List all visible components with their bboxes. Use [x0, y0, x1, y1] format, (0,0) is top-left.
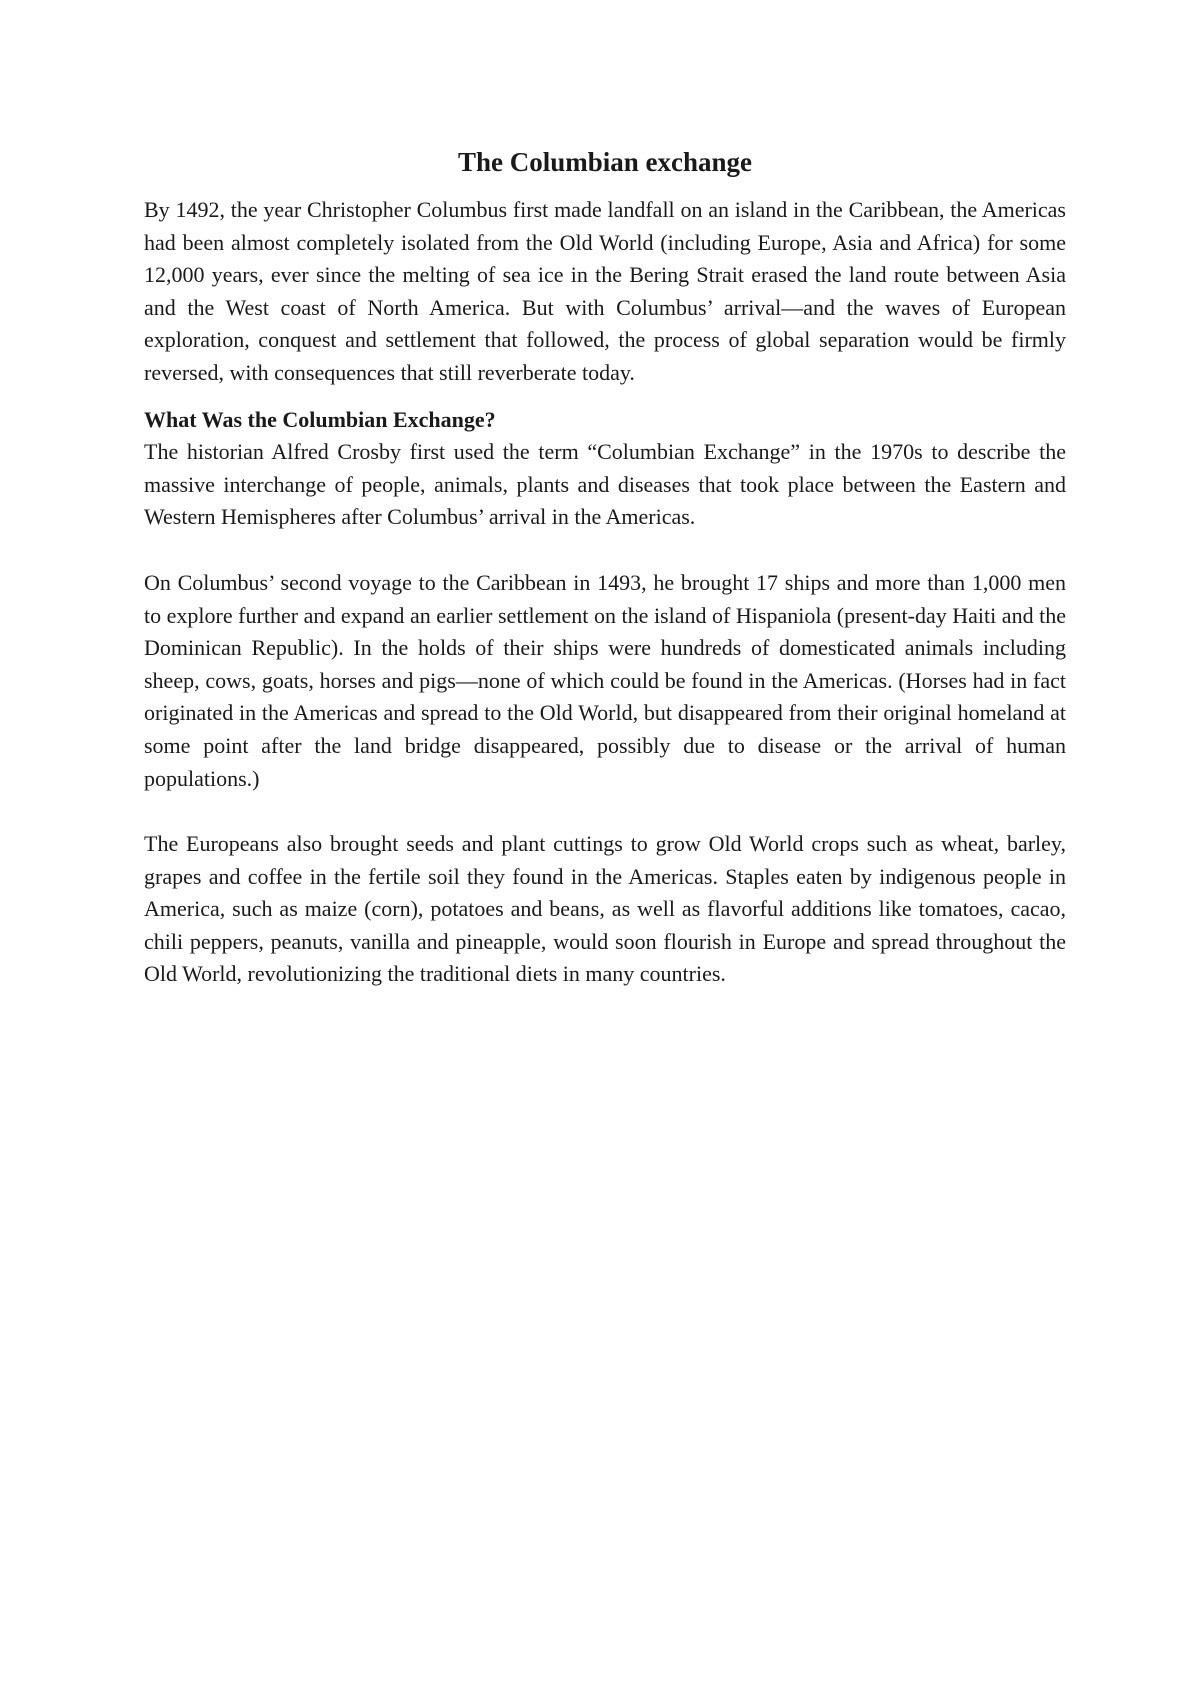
document-body [144, 142, 1066, 991]
intro-paragraph: By 1492, the year Christopher Columbus first made landfall on an island in the Caribbean, the Americas had been almost completely isolated from the Old World (including Europe, Asia and Africa) for some 12,000 years, ever since the melting of sea ice in the Bering Strait erased the land route between Asia and the West coast of North America. But with Columbus’ arrival—and the waves of European exploration, conquest and settlement that followed, the process of global separation would be firmly reversed, with consequences that still reverberate today. [144, 197, 1066, 385]
paragraph-crops: The Europeans also brought seeds and plant cuttings to grow Old World crops such as wheat, barley, grapes and coffee in the fertile soil they found in the Americas. Staples eaten by indigenous people in America, such as maize (corn), potatoes and beans, as well as flavorful additions like tomatoes, cacao, chili peppers, peanuts, vanilla and pineapple, would soon flourish in Europe and spread throughout the Old World, revolutionizing the traditional diets in many countries. [144, 831, 1066, 987]
section-heading: What Was the Columbian Exchange? [144, 406, 496, 432]
document-title: The Columbian exchange [457, 147, 753, 177]
paragraph-second-voyage: On Columbus’ second voyage to the Caribbean in 1493, he brought 17 ships and more than 1,000 men to explore further and expand an earlier settlement on the island of Hispaniola (present-day Haiti and the Dominican Republic). In the holds of their ships were hundreds of domesticated animals including sheep, cows, goats, horses and pigs—none of which could be found in the Americas. (Horses had in fact originated in the Americas and spread to the Old World, but disappeared from their original homeland at some point after the land bridge disappeared, possibly due to disease or the arrival of human populations.) [144, 569, 1066, 791]
paragraph-crosby: The historian Alfred Crosby first used the term “Columbian Exchange” in the 1970s to describe the massive interchange of people, animals, plants and diseases that took place between the Eastern and Western Hemispheres after Columbus’ arrival in the Americas. [144, 439, 1066, 530]
